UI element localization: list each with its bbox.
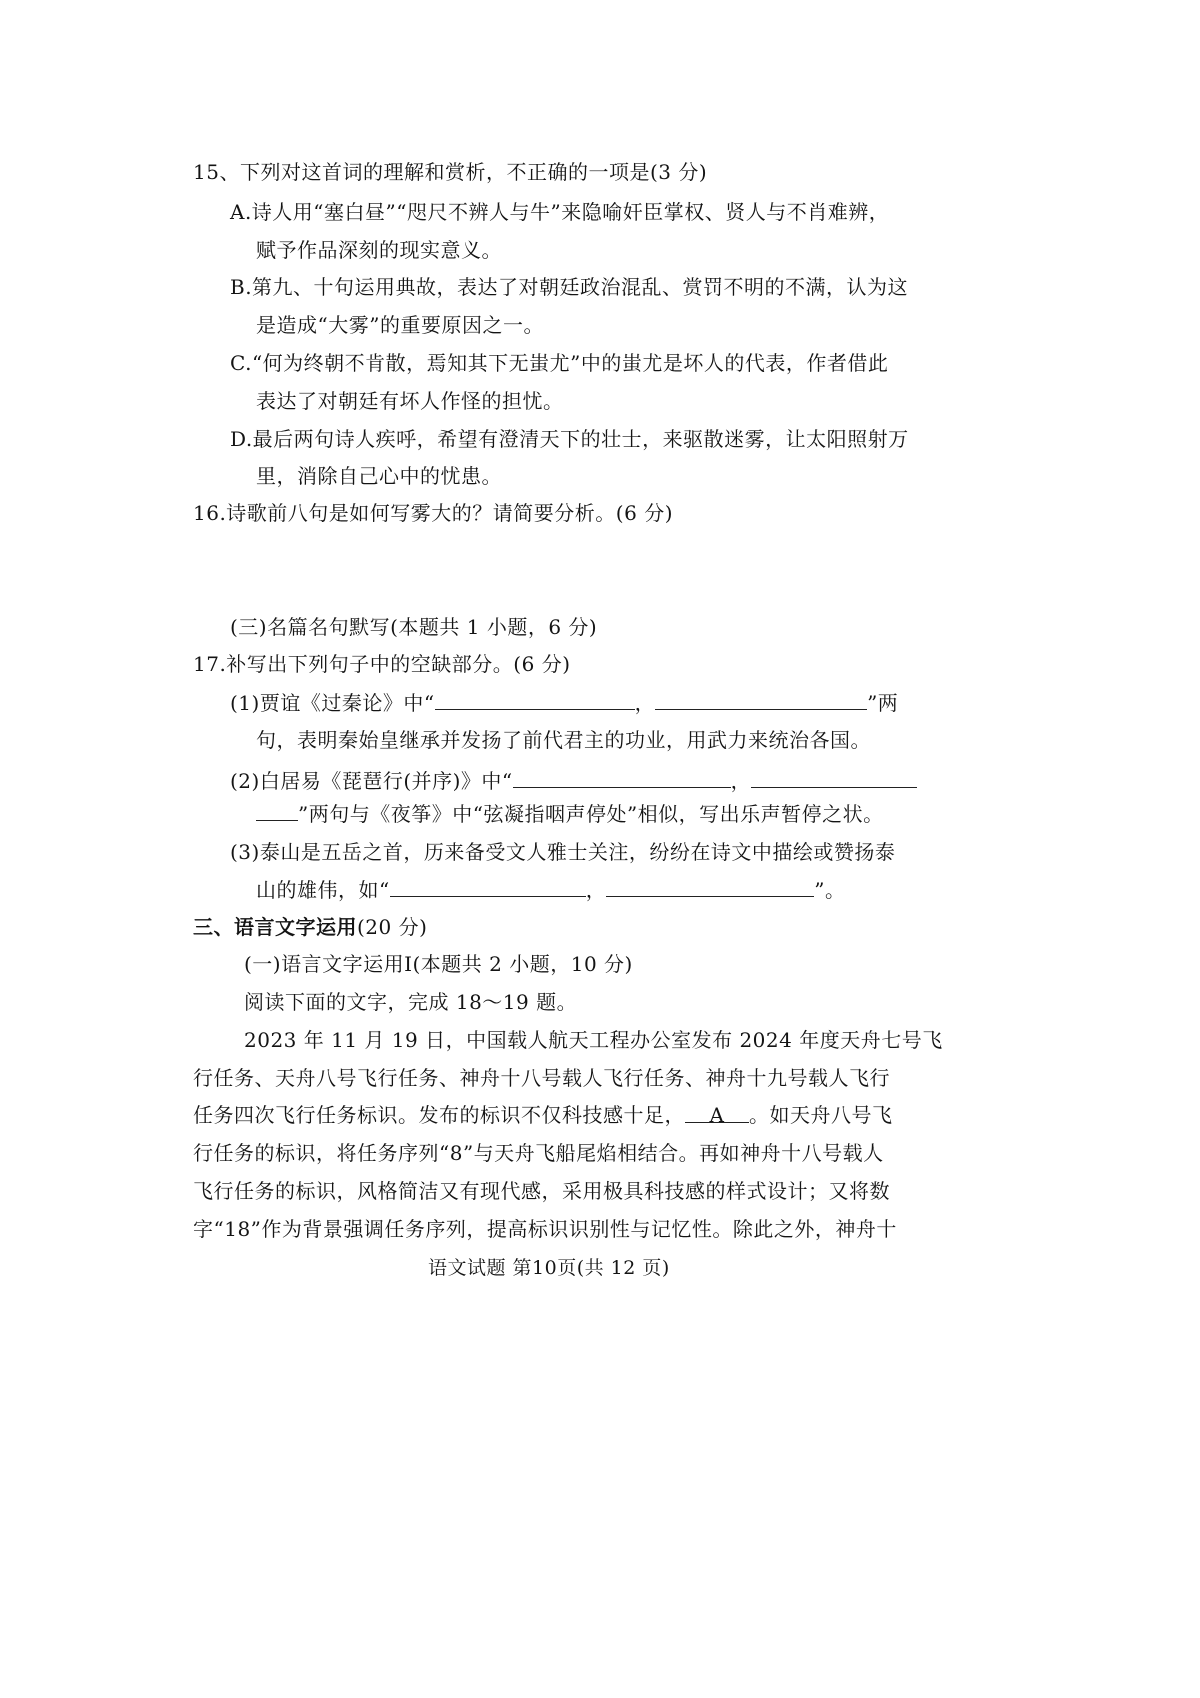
q17-s2-prefix: (2)白居易《琵琶行(并序)》中“ [230, 769, 513, 793]
section3-instruction: 阅读下面的文字，完成 18～19 题。 [244, 990, 578, 1014]
q17-s3-blank-2[interactable] [606, 876, 814, 897]
section3-heading: 三、语言文字运用 [193, 915, 357, 939]
q17-s2-line1 [230, 767, 917, 794]
passage-line-1: 2023 年 11 月 19 日，中国载人航天工程办公室发布 2024 年度天舟七号飞 [244, 1028, 943, 1052]
passage-line-2: 行任务、天舟八号飞行任务、神舟十八号载人飞行任务、神舟十九号载人飞行 [193, 1066, 890, 1090]
passage-line-5: 飞行任务的标识，风格简洁又有现代感，采用极具科技感的样式设计；又将数 [193, 1179, 890, 1203]
q15-option-a-line1: A.诗人用“塞白昼”“咫尺不辨人与牛”来隐喻奸臣掌权、贤人与不肖难辨， [230, 200, 890, 224]
q17-s3-line2 [256, 876, 845, 903]
passage-line-3-text-a: 任务四次飞行任务标识。发布的标识不仅科技感十足， [193, 1103, 685, 1127]
q17-s1-prefix: (1)贾谊《过秦论》中“ [230, 691, 435, 715]
q15-option-b-line2: 是造成“大雾”的重要原因之一。 [256, 313, 544, 337]
passage-line-4: 行任务的标识，将任务序列“8”与天舟飞船尾焰相结合。再如神舟十八号载人 [193, 1141, 884, 1165]
q17-s2-line2 [256, 800, 884, 827]
q17-s1-comma: ， [634, 691, 656, 715]
q15-option-d-line2: 里，消除自己心中的忧患。 [256, 464, 502, 488]
q15-option-d-line1: D.最后两句诗人疾呼，希望有澄清天下的壮士，来驱散迷雾，让太阳照射万 [230, 427, 909, 451]
q17-s3-blank-1[interactable] [390, 876, 586, 897]
page-footer: 语文试题 第10页(共 12 页) [428, 1257, 670, 1279]
q17-s2-blank-2b[interactable] [256, 800, 298, 821]
q17-s3-suffix: ”。 [814, 878, 846, 902]
section3-heading-line [193, 914, 427, 940]
q17-stem: 17.补写出下列句子中的空缺部分。(6 分) [193, 652, 571, 676]
q17-s1-line2: 句，表明秦始皇继承并发扬了前代君主的功业，用武力来统治各国。 [256, 728, 871, 752]
q17-s3-comma: ， [585, 878, 607, 902]
q17-s3-line1: (3)泰山是五岳之首，历来备受文人雅士关注，纷纷在诗文中描绘或赞扬泰 [230, 840, 896, 864]
q17-s1-suffix: ”两 [867, 691, 899, 715]
q15-option-c-line1: C.“何为终朝不肯散，焉知其下无蚩尤”中的蚩尤是坏人的代表，作者借此 [230, 351, 889, 375]
q17-s1-blank-2[interactable] [655, 689, 867, 710]
section3-sub1: (一)语言文字运用Ⅰ(本题共 2 小题，10 分) [244, 952, 633, 976]
part3-heading: (三)名篇名句默写(本题共 1 小题，6 分) [230, 615, 598, 639]
passage-line-3-text-b: 。如天舟八号飞 [749, 1103, 893, 1127]
passage-line-6: 字“18”作为背景强调任务序列，提高标识识别性与记忆性。除此之外，神舟十 [193, 1217, 897, 1241]
q17-s2-suffix: ”两句与《夜筝》中“弦凝指咽声停处”相似，写出乐声暂停之状。 [298, 802, 884, 826]
q15-option-c-line2: 表达了对朝廷有坏人作怪的担忧。 [256, 389, 564, 413]
q17-s3-prefix: 山的雄伟，如“ [256, 878, 390, 902]
q17-s1-line1 [230, 689, 898, 716]
q17-s2-blank-2a[interactable] [751, 767, 917, 788]
section3-points: (20 分) [357, 915, 428, 939]
passage-line-3 [193, 1102, 893, 1128]
q16-stem: 16.诗歌前八句是如何写雾大的？请简要分析。(6 分) [193, 501, 673, 525]
q15-stem: 15、下列对这首词的理解和赏析，不正确的一项是(3 分) [193, 160, 708, 184]
q15-option-a-line2: 赋予作品深刻的现实意义。 [256, 238, 502, 262]
passage-blank-a: A [685, 1102, 749, 1123]
q17-s2-comma: ， [730, 769, 752, 793]
q17-s2-blank-1[interactable] [513, 767, 731, 788]
q15-option-b-line1: B.第九、十句运用典故，表达了对朝廷政治混乱、赏罚不明的不满，认为这 [230, 275, 909, 299]
q17-s1-blank-1[interactable] [435, 689, 635, 710]
